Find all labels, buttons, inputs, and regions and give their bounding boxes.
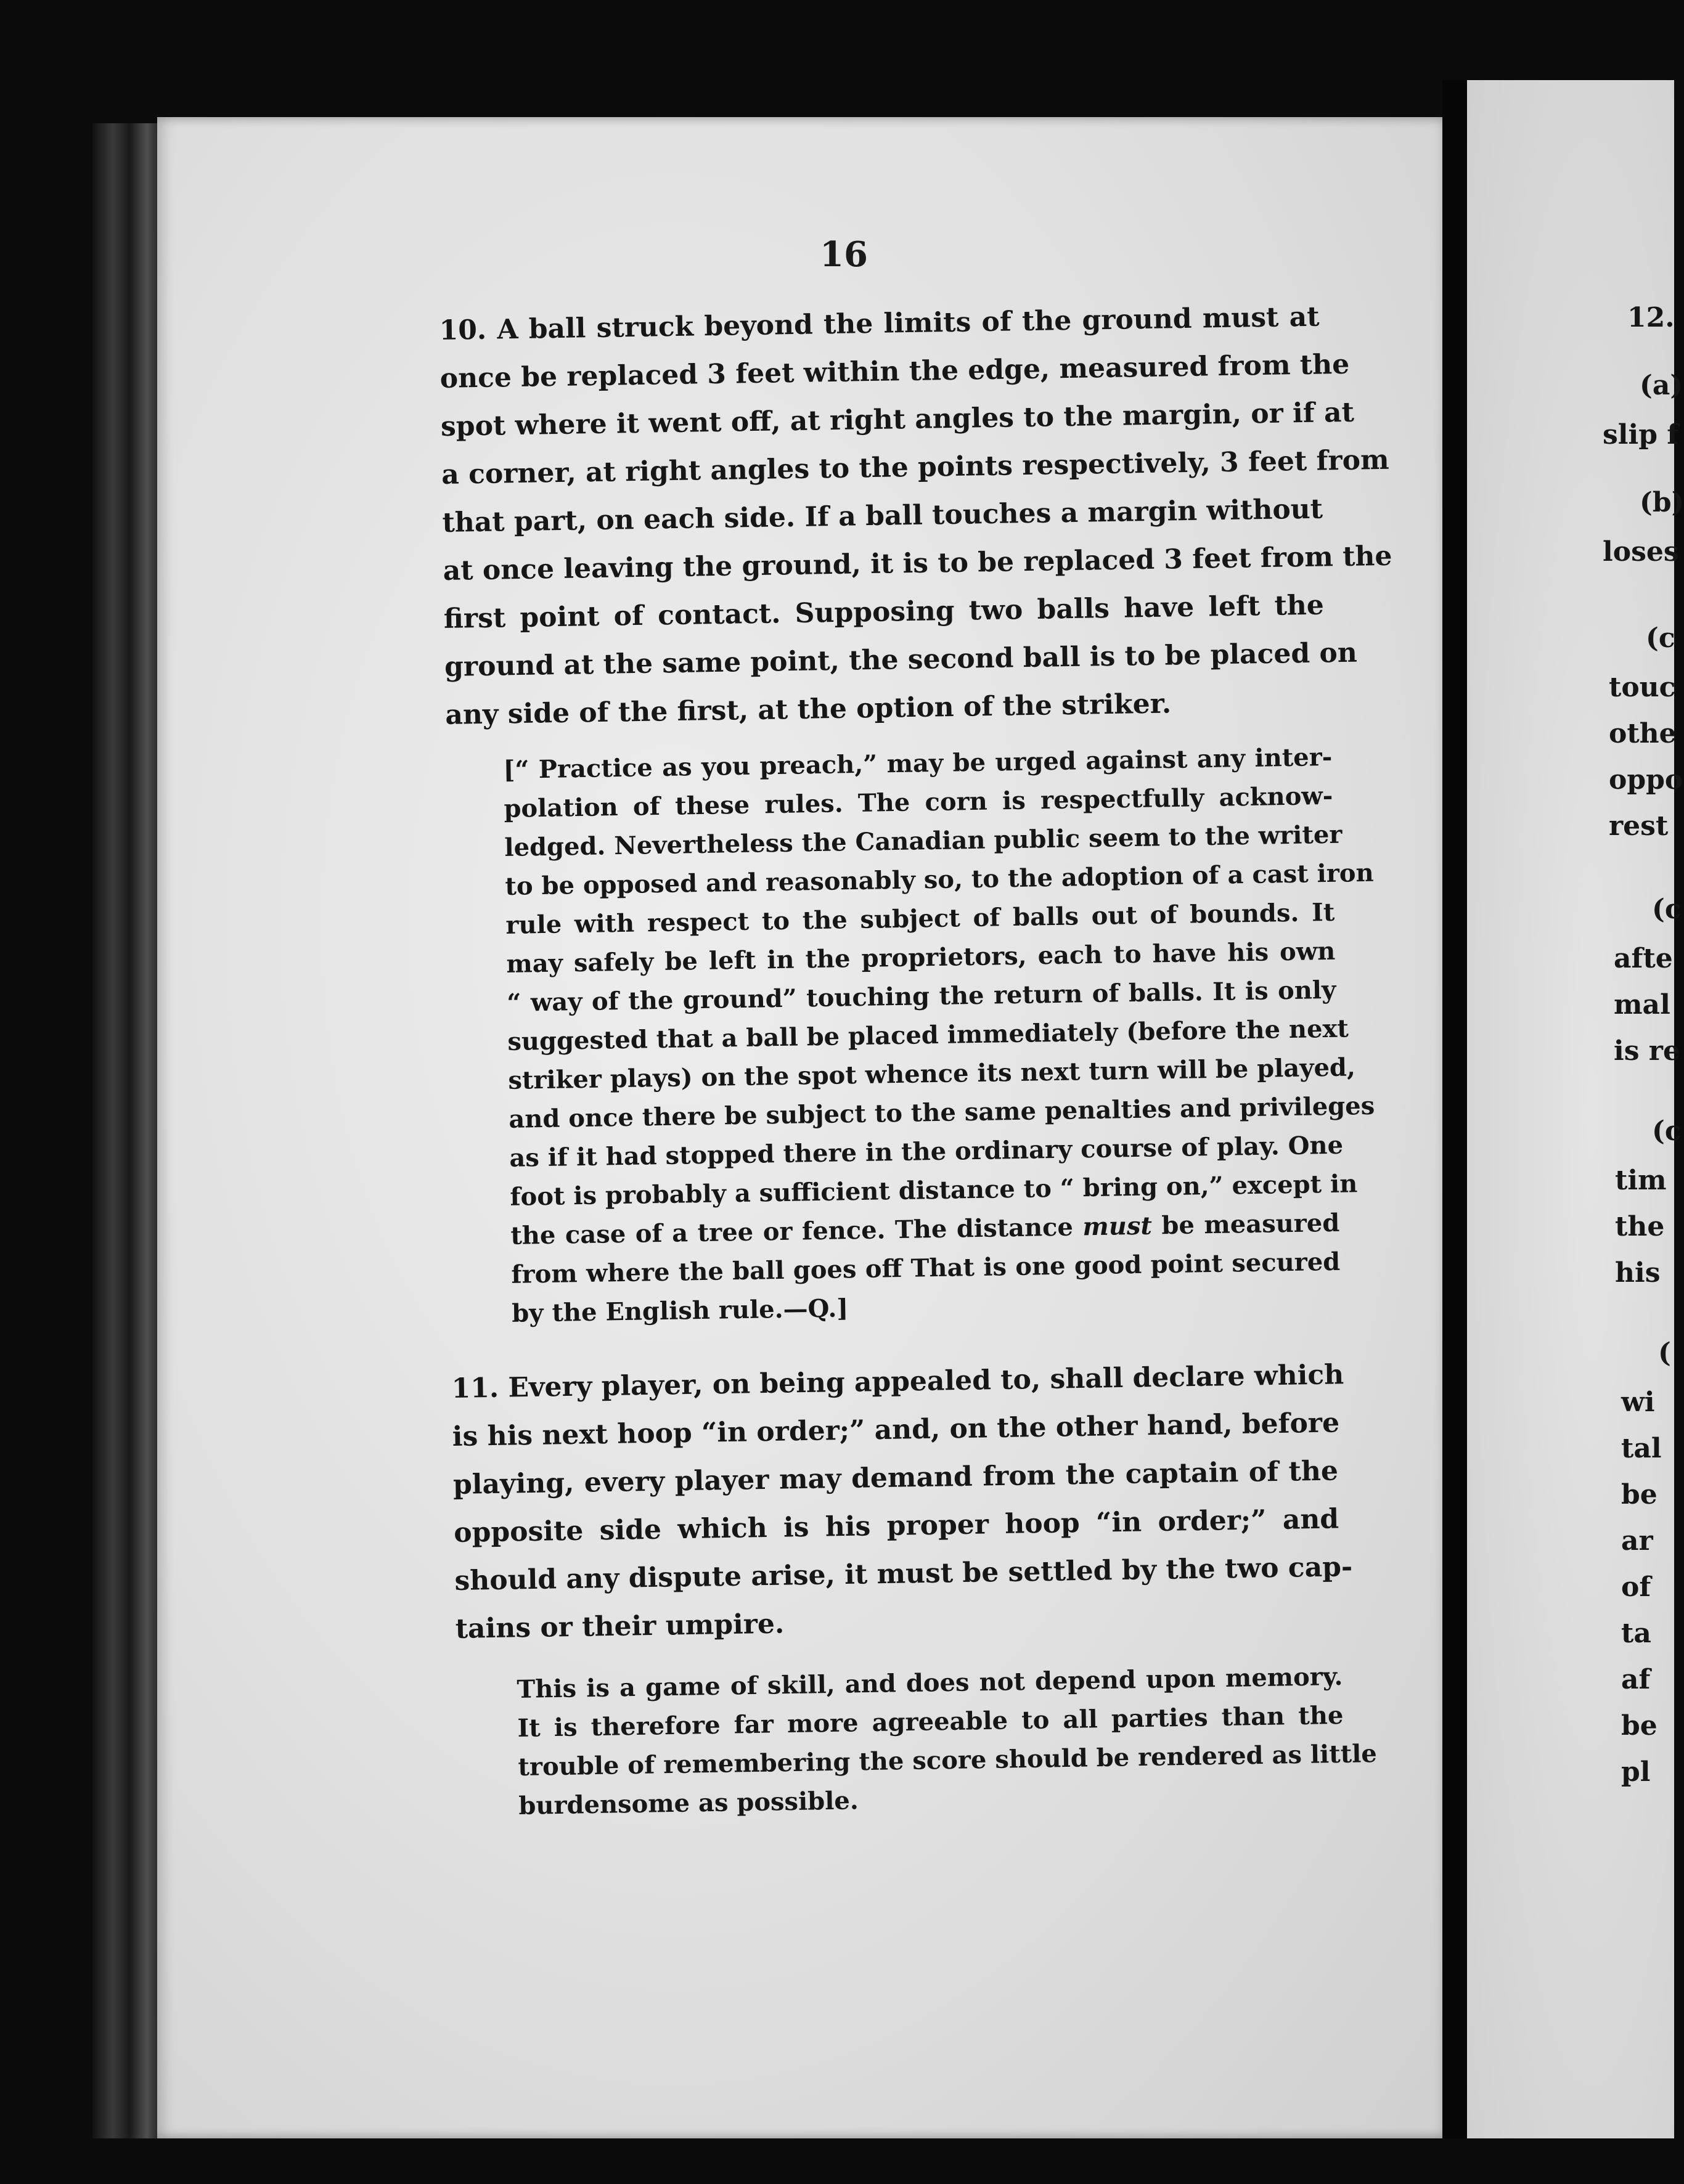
fragment: be <box>1621 1479 1657 1510</box>
rule-10-paragraph <box>439 293 1392 740</box>
fragment: othe <box>1609 718 1677 749</box>
text-line: burdensome as possible. <box>518 1786 859 1820</box>
rule-11-note <box>517 1657 1378 1825</box>
text-line: foot is probably a sufficient distance to “ bring on,” except in <box>510 1169 1358 1212</box>
text-line: any side of the first, at the option of the striker. <box>445 688 1172 731</box>
page-number: 16 <box>820 234 868 275</box>
text-line: should any dispute arise, it must be settled by the two cap- <box>454 1551 1353 1597</box>
fragment: is re <box>1614 1035 1680 1067</box>
fragment: afte <box>1614 943 1673 974</box>
bottom-edge <box>92 2138 1674 2184</box>
fragment: the <box>1615 1211 1665 1242</box>
text-line: the case of a tree or fence. The distance must be measured <box>510 1208 1340 1250</box>
text-line: from where the ball goes off That is one good point secured <box>510 1247 1341 1289</box>
fragment: af <box>1621 1664 1651 1695</box>
text-line: rule with respect to the subject of balls out of bounds. It <box>505 897 1335 940</box>
fragment: 12. <box>1627 302 1675 333</box>
text-line: opposite side which is his proper hoop “in order;” and <box>453 1503 1339 1549</box>
fragment: ar <box>1621 1525 1653 1557</box>
text-line: suggested that a ball be placed immediately (before the next <box>507 1014 1349 1056</box>
fragment: slip f <box>1603 419 1679 450</box>
fragment: tim <box>1615 1165 1667 1196</box>
text-line: It is therefore far more agreeable to all parties than the <box>517 1700 1344 1743</box>
fragment: mal <box>1614 989 1670 1021</box>
fragment: wi <box>1621 1387 1655 1418</box>
text-line: and once there be subject to the same penalties and privileges <box>509 1091 1375 1134</box>
fragment: (b) <box>1640 487 1684 518</box>
text-line: striker plays) on the spot whence its next turn will be played, <box>508 1053 1356 1095</box>
text-line: by the English rule.—Q.] <box>511 1294 849 1328</box>
fragment: touc <box>1609 672 1676 703</box>
fragment: ta <box>1621 1618 1651 1649</box>
text-line: trouble of remembering the score should be rendered as little <box>518 1739 1378 1782</box>
fragment: pl <box>1621 1756 1651 1788</box>
fragment: (c <box>1646 622 1675 654</box>
rule-11-paragraph <box>451 1351 1353 1653</box>
fragment: his <box>1615 1257 1661 1289</box>
fragment: (c <box>1652 1115 1682 1147</box>
fragment: of <box>1621 1571 1651 1603</box>
fragment: oppo <box>1609 764 1683 796</box>
fragment: ( <box>1658 1337 1671 1369</box>
text-line: polation of these rules. The corn is respectfully acknow- <box>504 781 1333 823</box>
fragment: (c <box>1652 894 1682 925</box>
text-line: may safely be left in the proprietors, each to have his own <box>506 936 1336 979</box>
fragment: rest <box>1609 810 1669 842</box>
text-line: This is a game of skill, and does not depend upon memory. <box>517 1661 1343 1704</box>
text-line: 11. Every player, on being appealed to, shall declare which <box>451 1359 1344 1404</box>
book-spine <box>92 123 160 2157</box>
text-line: a corner, at right angles to the points respectively, 3 feet from <box>441 444 1389 491</box>
page-gutter <box>1442 80 1467 2151</box>
text-line: first point of contact. Supposing two balls have left the <box>443 589 1325 635</box>
text-line: “ way of the ground” touching the return of balls. It is only <box>507 975 1336 1017</box>
fragment: tal <box>1621 1433 1662 1464</box>
text-line: as if it had stopped there in the ordinary course of play. One <box>509 1130 1344 1173</box>
text-line: to be opposed and reasonably so, to the adoption of a cast iron <box>505 858 1374 901</box>
text-line: 10. A ball struck beyond the limits of the ground must at <box>439 301 1320 346</box>
fragment: loses <box>1603 536 1679 568</box>
text-line: spot where it went off, at right angles to the margin, or if at <box>440 396 1355 442</box>
text-line: playing, every player may demand from the captain of the <box>452 1455 1339 1501</box>
text-line: [“ Practice as you preach,” may be urged against any inter- <box>503 742 1333 784</box>
text-line: is his next hoop “in order;” and, on the other hand, before <box>452 1407 1340 1453</box>
text-line: ledged. Nevertheless the Canadian public seem to the writer <box>504 820 1343 862</box>
rule-10-note <box>503 738 1375 1333</box>
fragment: (a) <box>1640 370 1683 401</box>
text-line: at once leaving the ground, it is to be replaced 3 feet from the <box>443 540 1392 587</box>
text-line: that part, on each side. If a ball touches a margin without <box>442 493 1323 539</box>
text-line: once be replaced 3 feet within the edge, measured from the <box>439 348 1350 394</box>
text-line: tains or their umpire. <box>455 1608 785 1645</box>
fragment: be <box>1621 1710 1657 1742</box>
text-line: ground at the same point, the second ball is to be placed on <box>444 637 1358 683</box>
